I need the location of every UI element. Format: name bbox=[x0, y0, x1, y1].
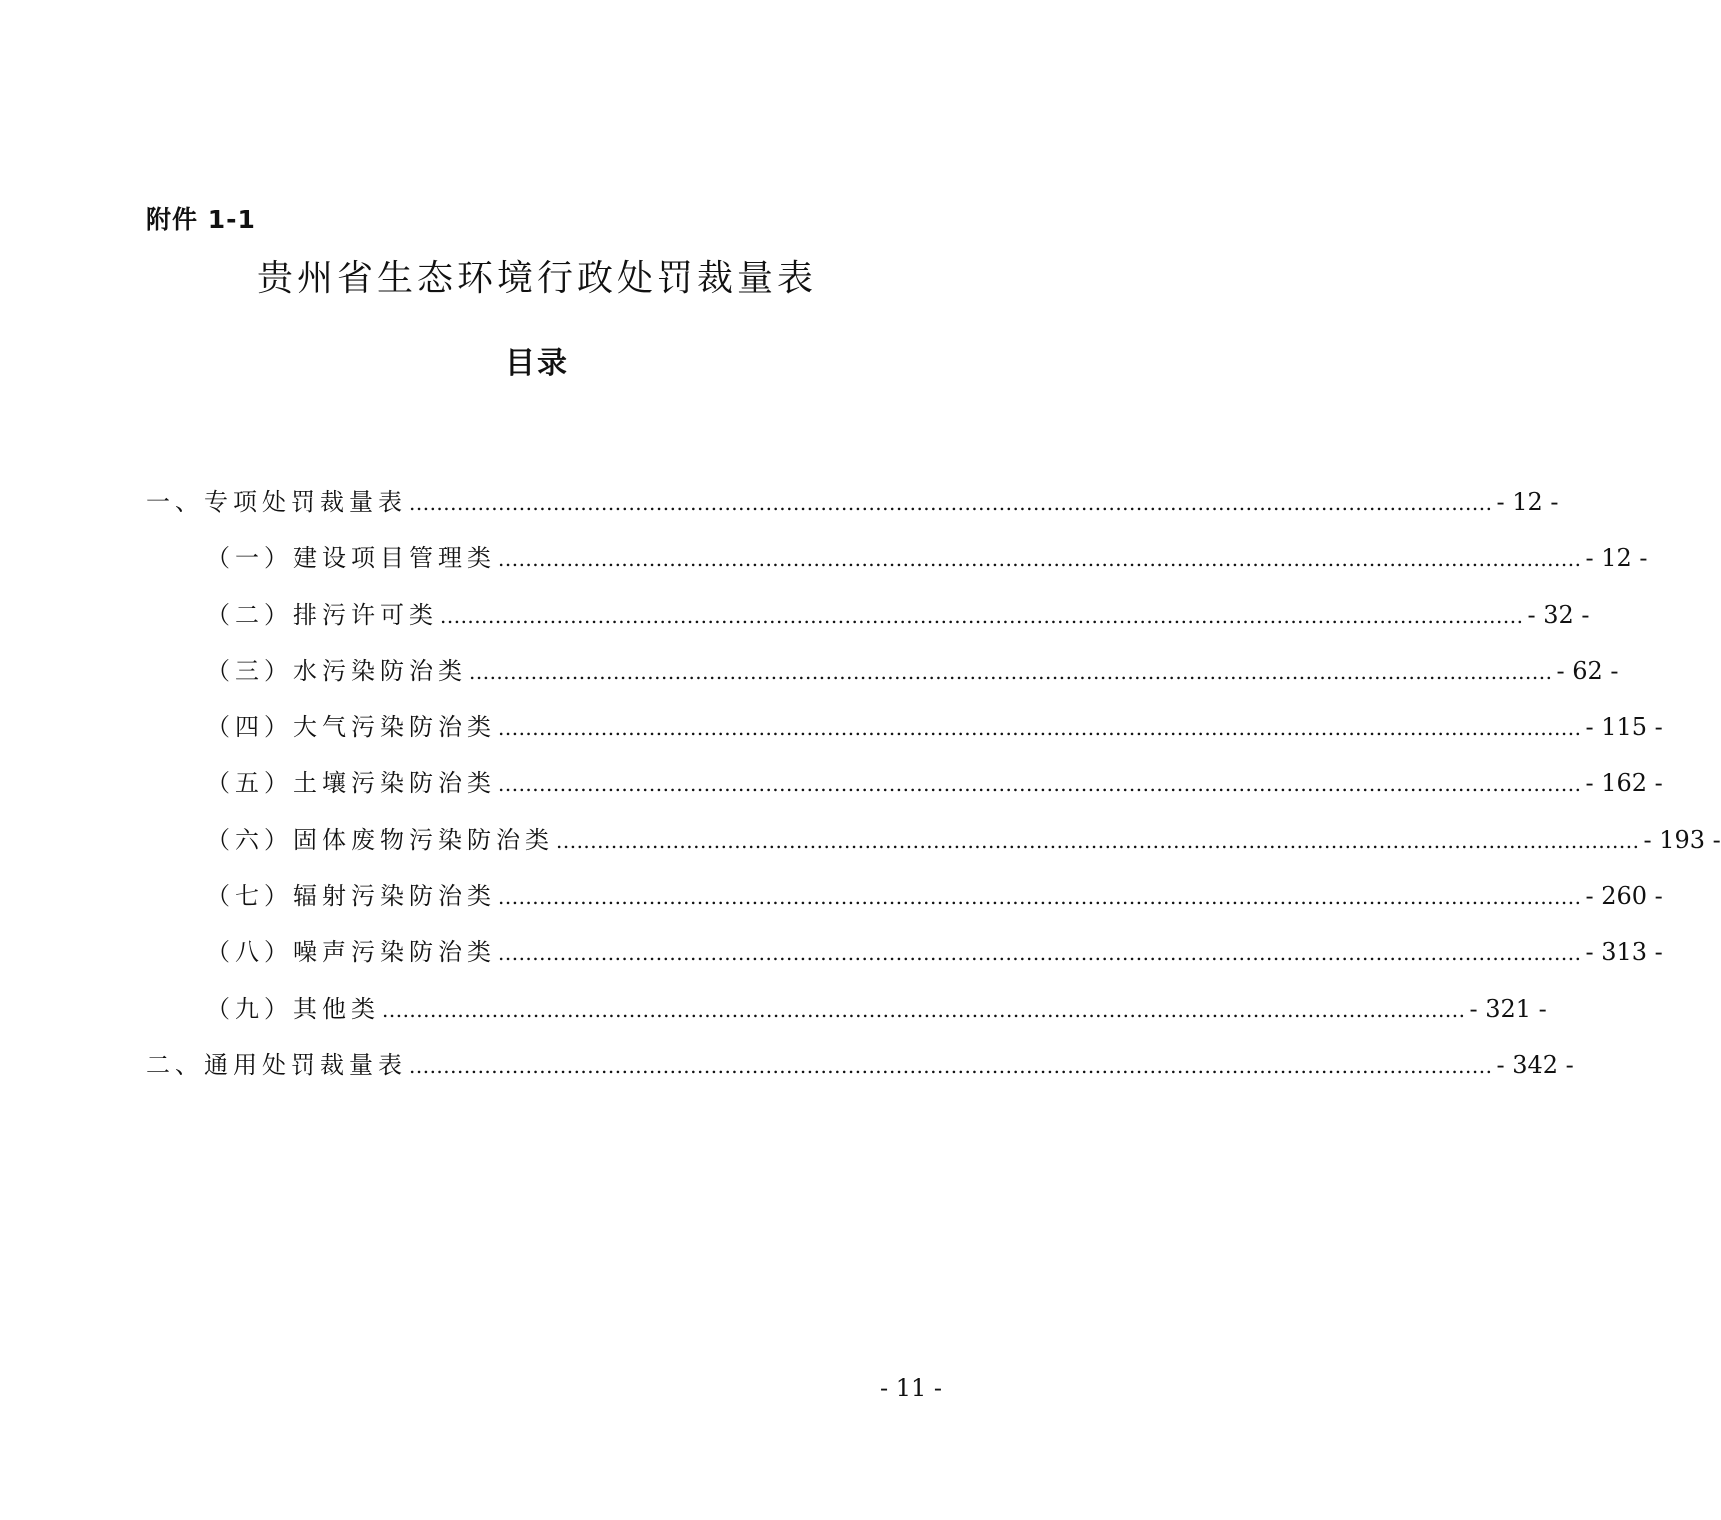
document-title: 贵州省生态环境行政处罚裁量表 bbox=[256, 258, 817, 299]
toc-entry-page: - 321 - bbox=[1469, 994, 1547, 1023]
toc-entry-label: 二、通用处罚裁量表 bbox=[146, 1050, 407, 1079]
toc-entry-label: （一）建设项目管理类 bbox=[206, 544, 496, 573]
toc-heading: 目录 bbox=[505, 346, 569, 381]
toc-entry[interactable] bbox=[146, 924, 1663, 980]
toc-entry[interactable] bbox=[146, 1037, 1574, 1093]
toc-entry[interactable] bbox=[146, 755, 1663, 811]
toc-entry-page: - 193 - bbox=[1643, 825, 1721, 854]
toc-entry-label: （七）辐射污染防治类 bbox=[206, 882, 496, 911]
toc-leader-dots: .............................................................................................................................................................. bbox=[409, 491, 1493, 515]
toc-entry-label: （五）土壤污染防治类 bbox=[206, 769, 496, 798]
toc-leader-dots: .............................................................................................................................................................. bbox=[382, 997, 1466, 1022]
toc-leader-dots: .............................................................................................................................................................. bbox=[498, 772, 1582, 797]
toc-leader-dots: .............................................................................................................................................................. bbox=[498, 716, 1582, 741]
attachment-label: 附件 1-1 bbox=[146, 205, 256, 234]
toc-entry[interactable] bbox=[146, 868, 1663, 924]
toc-entry-label: （二）排污许可类 bbox=[206, 600, 438, 629]
page-number: - 11 - bbox=[879, 1374, 942, 1402]
toc-leader-dots: .............................................................................................................................................................. bbox=[556, 828, 1640, 853]
toc-entry-page: - 162 - bbox=[1585, 769, 1663, 798]
toc-entry-label: （四）大气污染防治类 bbox=[206, 713, 496, 742]
toc-entry-page: - 12 - bbox=[1496, 488, 1559, 516]
toc-entry-page: - 313 - bbox=[1585, 938, 1663, 967]
toc-entry-page: - 342 - bbox=[1496, 1050, 1574, 1079]
toc-entry[interactable] bbox=[146, 587, 1590, 643]
toc-leader-dots: .............................................................................................................................................................. bbox=[498, 885, 1582, 910]
toc-entry-label: （九）其他类 bbox=[206, 994, 380, 1023]
toc-entry-label: 一、专项处罚裁量表 bbox=[146, 488, 407, 516]
table-of-contents bbox=[146, 474, 1721, 1093]
toc-entry-page: - 62 - bbox=[1556, 656, 1619, 685]
toc-entry[interactable] bbox=[146, 474, 1559, 530]
toc-entry[interactable] bbox=[146, 643, 1619, 699]
toc-entry-page: - 260 - bbox=[1585, 882, 1663, 911]
toc-entry-label: （三）水污染防治类 bbox=[206, 656, 467, 685]
toc-entry-page: - 12 - bbox=[1585, 544, 1648, 573]
toc-entry-page: - 32 - bbox=[1527, 600, 1590, 629]
toc-entry-label: （六）固体废物污染防治类 bbox=[206, 825, 554, 854]
toc-leader-dots: .............................................................................................................................................................. bbox=[409, 1053, 1493, 1078]
toc-entry[interactable] bbox=[146, 981, 1547, 1037]
toc-entry-page: - 115 - bbox=[1585, 713, 1663, 742]
toc-leader-dots: .............................................................................................................................................................. bbox=[498, 547, 1582, 572]
toc-leader-dots: .............................................................................................................................................................. bbox=[498, 941, 1582, 966]
toc-entry[interactable] bbox=[146, 530, 1648, 586]
toc-leader-dots: .............................................................................................................................................................. bbox=[469, 659, 1553, 684]
toc-leader-dots: .............................................................................................................................................................. bbox=[440, 603, 1524, 628]
toc-entry-label: （八）噪声污染防治类 bbox=[206, 938, 496, 967]
toc-entry[interactable] bbox=[146, 699, 1663, 755]
toc-entry[interactable] bbox=[146, 812, 1721, 868]
